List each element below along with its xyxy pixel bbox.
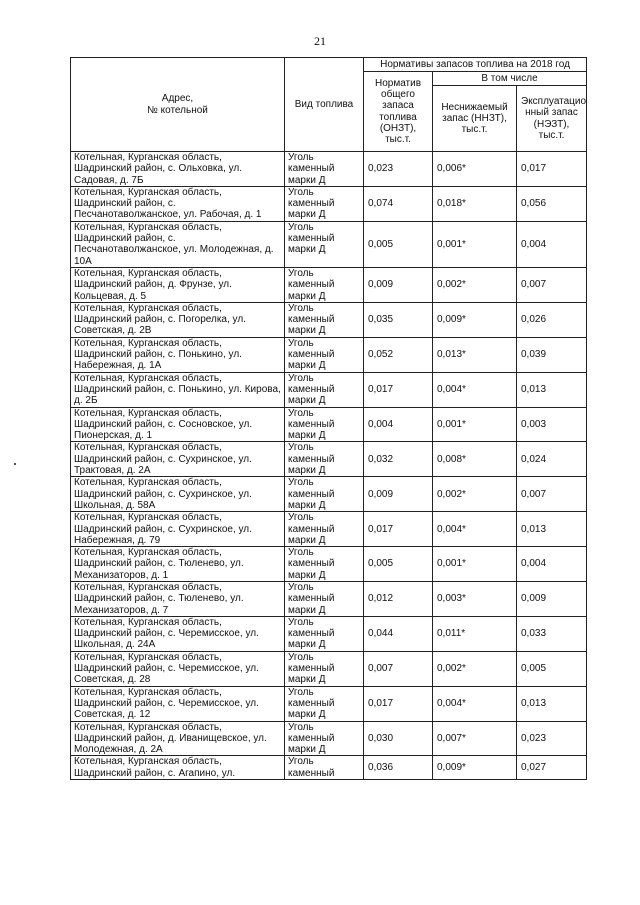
cell-fuel-type: Уголь каменный марки Д (285, 477, 364, 512)
cell-nezt: 0,007 (517, 267, 587, 302)
cell-total-reserve: 0,009 (364, 267, 433, 302)
cell-total-reserve: 0,030 (364, 721, 433, 756)
cell-nezt: 0,007 (517, 477, 587, 512)
cell-nnzt: 0,002* (433, 267, 517, 302)
table-row (71, 407, 587, 442)
cell-nezt: 0,003 (517, 407, 587, 442)
cell-nnzt: 0,001* (433, 221, 517, 267)
cell-fuel-type: Уголь каменный (285, 756, 364, 780)
header-fuel-type: Вид топлива (285, 58, 364, 152)
cell-total-reserve: 0,023 (364, 152, 433, 187)
table-row (71, 442, 587, 477)
cell-nezt: 0,017 (517, 152, 587, 187)
table-row (71, 686, 587, 721)
cell-nezt: 0,027 (517, 756, 587, 780)
cell-address: Котельная, Курганская область, Шадринский район, с. Черемисское, ул. Советская, д. 28 (71, 651, 285, 686)
cell-nnzt: 0,007* (433, 721, 517, 756)
table-row (71, 756, 587, 780)
cell-fuel-type: Уголь каменный марки Д (285, 302, 364, 337)
cell-address: Котельная, Курганская область, Шадринский район, с. Агапино, ул. (71, 756, 285, 780)
table-row (71, 547, 587, 582)
cell-fuel-type: Уголь каменный марки Д (285, 616, 364, 651)
cell-nezt: 0,009 (517, 581, 587, 616)
table-row (71, 651, 587, 686)
cell-fuel-type: Уголь каменный марки Д (285, 721, 364, 756)
cell-fuel-type: Уголь каменный марки Д (285, 267, 364, 302)
cell-total-reserve: 0,007 (364, 651, 433, 686)
cell-nezt: 0,013 (517, 512, 587, 547)
cell-total-reserve: 0,004 (364, 407, 433, 442)
header-nezt: Эксплуатацио нный запас (НЭЗТ), тыс.т. (517, 86, 587, 152)
cell-total-reserve: 0,005 (364, 547, 433, 582)
cell-fuel-type: Уголь каменный марки Д (285, 547, 364, 582)
cell-total-reserve: 0,036 (364, 756, 433, 780)
cell-address: Котельная, Курганская область, Шадринский район, с. Ольховка, ул. Садовая, д. 7Б (71, 152, 285, 187)
cell-nezt: 0,013 (517, 372, 587, 407)
cell-total-reserve: 0,009 (364, 477, 433, 512)
header-including: В том числе (433, 72, 587, 86)
cell-nezt: 0,005 (517, 651, 587, 686)
cell-fuel-type: Уголь каменный марки Д (285, 442, 364, 477)
cell-nnzt: 0,009* (433, 756, 517, 780)
cell-nnzt: 0,011* (433, 616, 517, 651)
cell-nnzt: 0,008* (433, 442, 517, 477)
cell-address: Котельная, Курганская область, Шадринский район, с. Тюленево, ул. Механизаторов, д. 7 (71, 581, 285, 616)
header-nnzt: Неснижаемый запас (ННЗТ), тыс.т. (433, 86, 517, 152)
cell-total-reserve: 0,017 (364, 512, 433, 547)
cell-total-reserve: 0,012 (364, 581, 433, 616)
cell-nnzt: 0,003* (433, 581, 517, 616)
cell-fuel-type: Уголь каменный марки Д (285, 407, 364, 442)
cell-address: Котельная, Курганская область, Шадринский район, с. Сосновское, ул. Пионерская, д. 1 (71, 407, 285, 442)
header-norms-group: Нормативы запасов топлива на 2018 год (364, 58, 587, 72)
cell-nnzt: 0,004* (433, 686, 517, 721)
table-body (71, 152, 587, 780)
cell-total-reserve: 0,035 (364, 302, 433, 337)
cell-total-reserve: 0,017 (364, 686, 433, 721)
cell-fuel-type: Уголь каменный марки Д (285, 651, 364, 686)
cell-fuel-type: Уголь каменный марки Д (285, 152, 364, 187)
cell-fuel-type: Уголь каменный марки Д (285, 372, 364, 407)
cell-address: Котельная, Курганская область, Шадринский район, с. Черемисское, ул. Советская, д. 12 (71, 686, 285, 721)
table-row (71, 152, 587, 187)
fuel-reserves-table (70, 57, 587, 780)
cell-fuel-type: Уголь каменный марки Д (285, 686, 364, 721)
cell-nezt: 0,039 (517, 337, 587, 372)
header-total-reserve: Норматив общего запаса топлива (ОНЗТ), тыс.т. (364, 72, 433, 152)
cell-total-reserve: 0,044 (364, 616, 433, 651)
cell-nezt: 0,004 (517, 547, 587, 582)
cell-address: Котельная, Курганская область, Шадринский район, с. Песчанотаволжанское, ул. Молодежная, д. 10А (71, 221, 285, 267)
table-row (71, 581, 587, 616)
table-row (71, 186, 587, 221)
cell-total-reserve: 0,032 (364, 442, 433, 477)
cell-address: Котельная, Курганская область, Шадринский район, с. Понькино, ул. Кирова, д. 2Б (71, 372, 285, 407)
table-row (71, 302, 587, 337)
cell-address: Котельная, Курганская область, Шадринский район, с. Сухринское, ул. Трактовая, д. 2А (71, 442, 285, 477)
cell-nnzt: 0,009* (433, 302, 517, 337)
cell-nezt: 0,024 (517, 442, 587, 477)
table-row (71, 512, 587, 547)
cell-fuel-type: Уголь каменный марки Д (285, 581, 364, 616)
cell-address: Котельная, Курганская область, Шадринский район, д. Фрунзе, ул. Кольцевая, д. 5 (71, 267, 285, 302)
cell-address: Котельная, Курганская область, Шадринский район, д. Иванищевское, ул. Молодежная, д. 2А (71, 721, 285, 756)
cell-nnzt: 0,002* (433, 477, 517, 512)
table-row (71, 721, 587, 756)
table-header (71, 58, 587, 152)
cell-fuel-type: Уголь каменный марки Д (285, 186, 364, 221)
cell-fuel-type: Уголь каменный марки Д (285, 337, 364, 372)
cell-nezt: 0,004 (517, 221, 587, 267)
cell-total-reserve: 0,074 (364, 186, 433, 221)
margin-mark (14, 463, 16, 465)
cell-address: Котельная, Курганская область, Шадринский район, с. Сухринское, ул. Школьная, д. 58А (71, 477, 285, 512)
cell-nnzt: 0,004* (433, 512, 517, 547)
cell-nezt: 0,023 (517, 721, 587, 756)
header-address: Адрес, № котельной (71, 58, 285, 152)
cell-fuel-type: Уголь каменный марки Д (285, 221, 364, 267)
cell-total-reserve: 0,017 (364, 372, 433, 407)
table-row (71, 477, 587, 512)
cell-address: Котельная, Курганская область, Шадринский район, с. Тюленево, ул. Механизаторов, д. 1 (71, 547, 285, 582)
page-number: 21 (314, 34, 326, 48)
cell-address: Котельная, Курганская область, Шадринский район, с. Черемисское, ул. Школьная, д. 24А (71, 616, 285, 651)
cell-nnzt: 0,006* (433, 152, 517, 187)
cell-nezt: 0,033 (517, 616, 587, 651)
cell-address: Котельная, Курганская область, Шадринский район, с. Погорелка, ул. Советская, д. 2В (71, 302, 285, 337)
cell-address: Котельная, Курганская область, Шадринский район, с. Сухринское, ул. Набережная, д. 79 (71, 512, 285, 547)
cell-nnzt: 0,004* (433, 372, 517, 407)
table-row (71, 267, 587, 302)
cell-address: Котельная, Курганская область, Шадринский район, с. Песчанотаволжанское, ул. Рабочая, д. 1 (71, 186, 285, 221)
cell-fuel-type: Уголь каменный марки Д (285, 512, 364, 547)
table-row (71, 221, 587, 267)
table-row (71, 372, 587, 407)
cell-nnzt: 0,018* (433, 186, 517, 221)
cell-total-reserve: 0,005 (364, 221, 433, 267)
cell-nezt: 0,013 (517, 686, 587, 721)
cell-nnzt: 0,001* (433, 547, 517, 582)
table-row (71, 337, 587, 372)
cell-address: Котельная, Курганская область, Шадринский район, с. Понькино, ул. Набережная, д. 1А (71, 337, 285, 372)
cell-total-reserve: 0,052 (364, 337, 433, 372)
cell-nezt: 0,026 (517, 302, 587, 337)
cell-nnzt: 0,001* (433, 407, 517, 442)
table-row (71, 616, 587, 651)
cell-nnzt: 0,013* (433, 337, 517, 372)
cell-nezt: 0,056 (517, 186, 587, 221)
cell-nnzt: 0,002* (433, 651, 517, 686)
